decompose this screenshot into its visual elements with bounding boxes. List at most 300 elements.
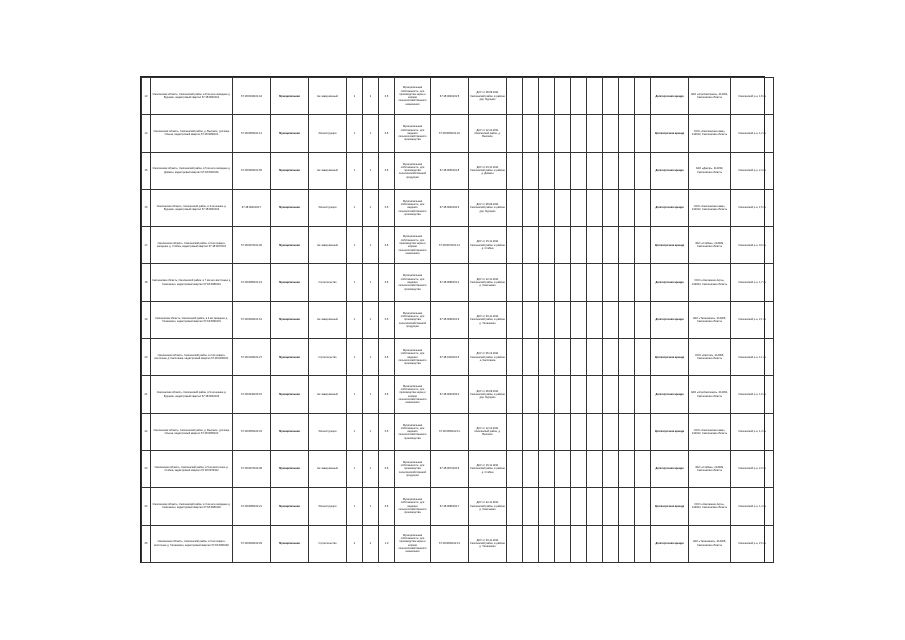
empty-cell [619,189,635,226]
empty-cell [555,376,571,413]
purpose-text: Муниципальная собственность: для производства зерна и кормов сельскохозяйственного назначения [395,525,431,562]
empty-cell [571,450,587,487]
ownership-type: Муниципальная [271,78,309,115]
row-number: 21 [142,376,151,413]
empty-cell [587,78,603,115]
count-2: 1 [363,301,379,338]
table-row [142,488,774,525]
empty-cell [555,525,571,562]
tenant-organization: ООО «Смоленская нива», 214012, Смоленская область [689,189,731,226]
empty-cell [523,227,539,264]
decree-text: ДСУ от 15.11.2011 Смоленский район, в районе д. Стабна [469,450,507,487]
tenant-organization: ЗАО «АгроСмоленск», 214031, Смоленская область [689,78,731,115]
empty-cell [523,413,539,450]
tenant-organization: ЗАО «АгроСмоленск», 214031, Смоленская область [689,376,731,413]
registry-code: 67:18:0060101:8 [431,152,469,189]
registry-rows [142,78,774,563]
object-status: Не завершённый [309,301,347,338]
empty-cell [507,189,523,226]
tenant-organization: ООО «Сметанино-Агро», 214024, Смоленская область [689,264,731,301]
empty-cell [603,115,619,152]
empty-cell [587,301,603,338]
table-row [142,525,774,562]
location-note: Смоленский р-н, 2,0 га [731,450,774,487]
registry-code: 67:18:0070101:12 [431,227,469,264]
lease-kind: Долгосрочная аренда [651,264,689,301]
decree-text: ДСУ от 22.11.2011 Смоленский район, в районе д. Сметанино [469,488,507,525]
purpose-text: Муниципальная собственность: для ведения сельскохозяйственного производства [395,339,431,376]
object-address: Смоленская область, Смоленский район, в 8 км юго-западнее д. Бурцево, кадастровый квартал 67:18:0040101 [151,78,233,115]
empty-cell [555,152,571,189]
empty-cell [571,301,587,338]
purpose-text: Муниципальная собственность: для ведения сельскохозяйственного производства [395,488,431,525]
decree-text: ДСУ от 28.09.2011 Смоленский район, в районе дер. Бурцево [469,189,507,226]
object-address: Смоленская область, Смоленский район, в 6 км северо-восточнее д. Талашкино, кадастровый квартал 67:18:0090102 [151,525,233,562]
empty-cell [523,488,539,525]
purpose-text: Муниципальная собственность: для ведения сельскохозяйственного производства [395,115,431,152]
count-2: 1 [363,189,379,226]
empty-cell [587,152,603,189]
empty-cell [507,115,523,152]
object-address: Смоленская область, Смоленский район, в 2 км северо-восточнее д. Касплянка, кадастровый квартал 67:18:0100101 [151,339,233,376]
empty-cell [619,227,635,264]
empty-cell [587,227,603,264]
object-status: Строительство [309,264,347,301]
tenant-organization: ООО «Сметанино-Агро», 214024, Смоленская область [689,488,731,525]
object-address: Смоленская область, Смоленский район, в 4 км западнее д. Талашкино, кадастровый квартал 67:18:0090101 [151,301,233,338]
count-1: 1 [347,376,363,413]
empty-cell [635,115,651,152]
row-number: 18 [142,264,151,301]
empty-cell [539,376,555,413]
location-note: Смоленский р-н, 1,1 га [731,339,774,376]
empty-cell [619,450,635,487]
registry-code: 67:18:0090102:13 [431,525,469,562]
table-row [142,376,774,413]
row-number: 17 [142,227,151,264]
empty-cell [635,227,651,264]
object-address: Смоленская область, Смоленский район, в 9 км южнее д. Бурцево, кадастровый квартал 67:18:0040103 [151,376,233,413]
registry-code: 67:18:0050101:22 [431,115,469,152]
object-address: Смоленская область, Смоленский район, д. Высокое, урочище Ольша, кадастровый квартал 67:18:0050102 [151,413,233,450]
area-value: 1,0 [379,525,395,562]
lease-kind: Долгосрочная аренда [651,450,689,487]
location-note: Смоленский р-н, 1,2 га [731,115,774,152]
object-status: Реконструкция [309,115,347,152]
row-number: 14 [142,115,151,152]
purpose-text: Муниципальная собственность: для производства зерна и кормов сельскохозяйственного назначения [395,78,431,115]
table-row [142,264,774,301]
lease-kind: Долгосрочная аренда [651,189,689,226]
table-row [142,152,774,189]
empty-cell [539,488,555,525]
registry-code: 67:18:0040102:3 [431,189,469,226]
empty-cell [603,152,619,189]
empty-cell [523,115,539,152]
lease-kind: Краткосрочная аренда [651,413,689,450]
empty-cell [619,78,635,115]
lease-kind: Долгосрочная аренда [651,78,689,115]
object-status: Не завершённый [309,376,347,413]
object-address: Смоленская область, Смоленский район, в 5 км восточнее д. Стабна, кадастровый квартал 67:18:0070102 [151,450,233,487]
registry-code: 67:18:0070102:5 [431,450,469,487]
row-number: 23 [142,450,151,487]
table-row [142,115,774,152]
area-value: 0,5 [379,115,395,152]
count-1: 1 [347,450,363,487]
location-note: Смоленский р-н, 1,4 га [731,488,774,525]
location-note: Смоленский р-н, 1,7 га [731,264,774,301]
tenant-organization: ЗАО «Талашкино», 214025, Смоленская область [689,301,731,338]
purpose-text: Муниципальная собственность: для ведения сельскохозяйственного производства [395,264,431,301]
area-value: 0,5 [379,339,395,376]
empty-cell [539,413,555,450]
empty-cell [539,525,555,562]
table-row [142,227,774,264]
lease-kind: Долгосрочная аренда [651,301,689,338]
row-number: 20 [142,339,151,376]
ownership-type: Муниципальная [271,339,309,376]
registry-code: 67:18:0040103:2 [431,376,469,413]
table-row [142,450,774,487]
empty-cell [635,78,651,115]
empty-cell [523,301,539,338]
registry-code: 67:18:0080102:7 [431,488,469,525]
object-status: Не завершённый [309,227,347,264]
cadastral-number: 67:18:0090102:39 [233,525,271,562]
object-status: Не завершённый [309,152,347,189]
empty-cell [555,264,571,301]
lease-kind: Краткосрочная аренда [651,488,689,525]
count-2: 1 [363,227,379,264]
area-value: 0,5 [379,227,395,264]
table-row [142,339,774,376]
empty-cell [539,301,555,338]
empty-cell [619,264,635,301]
empty-cell [635,413,651,450]
table-row [142,78,774,115]
empty-cell [507,78,523,115]
empty-cell [523,450,539,487]
count-1: 1 [347,189,363,226]
ownership-type: Муниципальная [271,376,309,413]
empty-cell [539,78,555,115]
empty-cell [587,264,603,301]
area-value: 0,5 [379,264,395,301]
count-2: 1 [363,339,379,376]
count-2: 1 [363,450,379,487]
empty-cell [539,189,555,226]
lease-kind: Долгосрочная аренда [651,376,689,413]
cadastral-number: 67:18:0040101:42 [233,78,271,115]
location-note: Смоленский р-н, 2,6 га [731,525,774,562]
empty-cell [571,78,587,115]
empty-cell [619,152,635,189]
decree-text: ДСУ от 12.10.2011 Смоленский район, д. Высокое [469,115,507,152]
registry-table-sheet [140,76,765,563]
cadastral-number: 67:18:0080102:21 [233,488,271,525]
empty-cell [603,525,619,562]
empty-cell [523,525,539,562]
object-address: Смоленская область, Смоленский район, в 5 км юго-западнее д. Дивасы, кадастровый квартал 67:18:0060101 [151,152,233,189]
row-number: 24 [142,488,151,525]
empty-cell [571,339,587,376]
row-number: 15 [142,152,151,189]
area-value: 0,5 [379,189,395,226]
empty-cell [507,227,523,264]
ownership-type: Муниципальная [271,525,309,562]
empty-cell [539,152,555,189]
row-number: 19 [142,301,151,338]
count-1: 1 [347,413,363,450]
empty-cell [603,78,619,115]
empty-cell [571,152,587,189]
empty-cell [571,227,587,264]
purpose-text: Муниципальная собственность: для ведения сельскохозяйственного производства [395,413,431,450]
count-2: 1 [363,376,379,413]
empty-cell [555,78,571,115]
empty-cell [571,376,587,413]
purpose-text: Муниципальная собственность: для производства зерна и кормов сельскохозяйственного назначения [395,376,431,413]
ownership-type: Муниципальная [271,488,309,525]
empty-cell [555,488,571,525]
object-status: Не завершённый [309,450,347,487]
count-1: 1 [347,488,363,525]
empty-cell [555,189,571,226]
empty-cell [507,450,523,487]
empty-cell [587,339,603,376]
empty-cell [523,152,539,189]
count-1: 1 [347,115,363,152]
empty-cell [539,264,555,301]
tenant-organization: ООО «Смоленская нива», 214012, Смоленская область [689,115,731,152]
cadastral-number: 67:18:0080101:19 [233,264,271,301]
empty-cell [603,450,619,487]
tenant-organization: ЗАО «Стабна», 214009, Смоленская область [689,450,731,487]
empty-cell [635,488,651,525]
decree-text: ДСУ от 28.09.2011 Смоленский район, в районе дер. Бурцево [469,78,507,115]
empty-cell [619,488,635,525]
tenant-organization: ЗАО «Стабна», 214009, Смоленская область [689,227,731,264]
count-2: 1 [363,152,379,189]
row-number: 22 [142,413,151,450]
empty-cell [635,525,651,562]
location-note: Смоленский р-н, 0,9 га [731,227,774,264]
purpose-text: Муниципальная собственность: для производства зерна и кормов сельскохозяйственного назначения [395,227,431,264]
empty-cell [571,189,587,226]
empty-cell [619,525,635,562]
object-address: Смоленская область, Смоленский район, в 3 км юго-западнее д. Сметанино, кадастровый квартал 67:18:0080102 [151,488,233,525]
registry-code: 67:18:0100101:6 [431,339,469,376]
row-number: 25 [142,525,151,562]
empty-cell [587,376,603,413]
lease-kind: Долгосрочная аренда [651,152,689,189]
count-2: 1 [363,264,379,301]
cadastral-number: 67:18:0040102:7 [233,189,271,226]
empty-cell [635,376,651,413]
empty-cell [587,115,603,152]
registry-code: 67:18:0040101:5 [431,78,469,115]
empty-cell [635,450,651,487]
empty-cell [507,525,523,562]
count-1: 1 [347,227,363,264]
row-number: 13 [142,78,151,115]
decree-text: ДСУ от 28.09.2011 Смоленский район, в районе дер. Бурцево [469,376,507,413]
count-2: 1 [363,115,379,152]
ownership-type: Муниципальная [271,264,309,301]
cadastral-number: 67:18:0060101:55 [233,152,271,189]
location-note: Смоленский р-н, 2,1 га [731,301,774,338]
tenant-organization: ООО «Смоленская нива», 214012, Смоленская область [689,413,731,450]
empty-cell [619,301,635,338]
empty-cell [507,152,523,189]
empty-cell [507,301,523,338]
purpose-text: Муниципальная собственность: для производства сельскохозяйственной продукции [395,450,431,487]
cadastral-number: 67:18:0100101:27 [233,339,271,376]
object-status: Строительство [309,525,347,562]
purpose-text: Муниципальная собственность: для производства сельскохозяйственной продукции [395,301,431,338]
empty-cell [603,301,619,338]
lease-kind: Долгосрочная аренда [651,525,689,562]
empty-cell [619,413,635,450]
decree-text: ДСУ от 29.11.2011 Смоленский район, в районе д. Талашкино [469,525,507,562]
count-1: 1 [347,152,363,189]
count-2: 1 [363,488,379,525]
decree-text: ДСУ от 22.11.2011 Смоленский район, в районе д. Сметанино [469,264,507,301]
count-1: 2 [347,525,363,562]
ownership-type: Муниципальная [271,450,309,487]
area-value: 0,5 [379,301,395,338]
registry-code: 67:18:0050102:11 [431,413,469,450]
empty-cell [571,413,587,450]
empty-cell [539,115,555,152]
decree-text: ДСУ от 06.12.2011 Смоленский район, в районе д. Касплянка [469,339,507,376]
row-number: 16 [142,189,151,226]
empty-cell [523,189,539,226]
object-status: Реконструкция [309,488,347,525]
empty-cell [571,488,587,525]
count-2: 2 [363,78,379,115]
decree-text: ДСУ от 29.11.2011 Смоленский район, в районе д. Талашкино [469,301,507,338]
empty-cell [587,450,603,487]
empty-cell [507,264,523,301]
empty-cell [635,301,651,338]
object-address: Смоленская область, Смоленский район, в 7 км юго-восточнее д. Сметанино, кадастровый квартал 67:18:0080101 [151,264,233,301]
empty-cell [603,227,619,264]
cadastral-number: 67:18:0050102:33 [233,413,271,450]
count-2: 2 [363,525,379,562]
empty-cell [635,189,651,226]
empty-cell [619,376,635,413]
count-2: 1 [363,413,379,450]
empty-cell [635,339,651,376]
tenant-organization: ЗАО «Талашкино», 214025, Смоленская область [689,525,731,562]
empty-cell [603,488,619,525]
empty-cell [603,264,619,301]
empty-cell [571,115,587,152]
ownership-type: Муниципальная [271,189,309,226]
empty-cell [523,78,539,115]
empty-cell [555,227,571,264]
location-note: Смоленский р-н, 1,8 га [731,78,774,115]
location-note: Смоленский р-н, 1,6 га [731,376,774,413]
empty-cell [507,376,523,413]
empty-cell [523,264,539,301]
area-value: 0,5 [379,376,395,413]
empty-cell [603,413,619,450]
cadastral-number: 67:18:0070102:48 [233,450,271,487]
ownership-type: Муниципальная [271,115,309,152]
cadastral-number: 67:18:0070101:36 [233,227,271,264]
empty-cell [555,450,571,487]
table-row [142,413,774,450]
empty-cell [603,189,619,226]
empty-cell [587,189,603,226]
area-value: 0,5 [379,488,395,525]
empty-cell [619,115,635,152]
empty-cell [539,227,555,264]
cadastral-number: 67:18:0050101:14 [233,115,271,152]
registry-table [141,77,774,563]
object-address: Смоленская область, Смоленский район, в 3 км южнее д. Бурцево, кадастровый квартал 67:18:0040102 [151,189,233,226]
count-1: 1 [347,339,363,376]
empty-cell [603,339,619,376]
object-address: Смоленская область, Смоленский район, в 6 км северо-западнее д. Стабна, кадастровый квартал 67:18:0070101 [151,227,233,264]
cadastral-number: 67:18:0040103:15 [233,376,271,413]
lease-kind: Краткосрочная аренда [651,339,689,376]
decree-text: ДСУ от 15.11.2011 Смоленский район, в районе д. Стабна [469,227,507,264]
table-row [142,189,774,226]
ownership-type: Муниципальная [271,413,309,450]
location-note: Смоленский р-н, 1,3 га [731,413,774,450]
object-status: Не завершённый [309,78,347,115]
table-row [142,301,774,338]
empty-cell [539,450,555,487]
tenant-organization: ЗАО «Днепр», 214030, Смоленская область [689,152,731,189]
empty-cell [587,488,603,525]
decree-text: ДСУ от 12.10.2011 Смоленский район, д. Высокое [469,413,507,450]
empty-cell [507,488,523,525]
object-status: Реконструкция [309,413,347,450]
empty-cell [603,376,619,413]
empty-cell [571,264,587,301]
empty-cell [555,413,571,450]
empty-cell [507,339,523,376]
empty-cell [571,525,587,562]
empty-cell [635,264,651,301]
empty-cell [523,339,539,376]
object-address: Смоленская область, Смоленский район, д. Высокое, урочище Ольша, кадастровый квартал 67:18:0050101 [151,115,233,152]
area-value: 0,5 [379,450,395,487]
purpose-text: Муниципальная собственность: для производства сельскохозяйственной продукции [395,152,431,189]
lease-kind: Краткосрочная аренда [651,115,689,152]
count-1: 1 [347,264,363,301]
empty-cell [587,413,603,450]
empty-cell [507,413,523,450]
location-note: Смоленский р-н, 1,5 га [731,189,774,226]
tenant-organization: ООО «Каспля», 214006, Смоленская область [689,339,731,376]
empty-cell [523,376,539,413]
object-status: Строительство [309,339,347,376]
location-note: Смоленский р-н, 2,4 га [731,152,774,189]
lease-kind: Краткосрочная аренда [651,227,689,264]
decree-text: ДСУ от 03.11.2011 Смоленский район, в районе д. Дивасы [469,152,507,189]
registry-code: 67:18:0090101:9 [431,301,469,338]
area-value: 0,5 [379,152,395,189]
area-value: 0,5 [379,413,395,450]
object-status: Реконструкция [309,189,347,226]
registry-code: 67:18:0080101:4 [431,264,469,301]
